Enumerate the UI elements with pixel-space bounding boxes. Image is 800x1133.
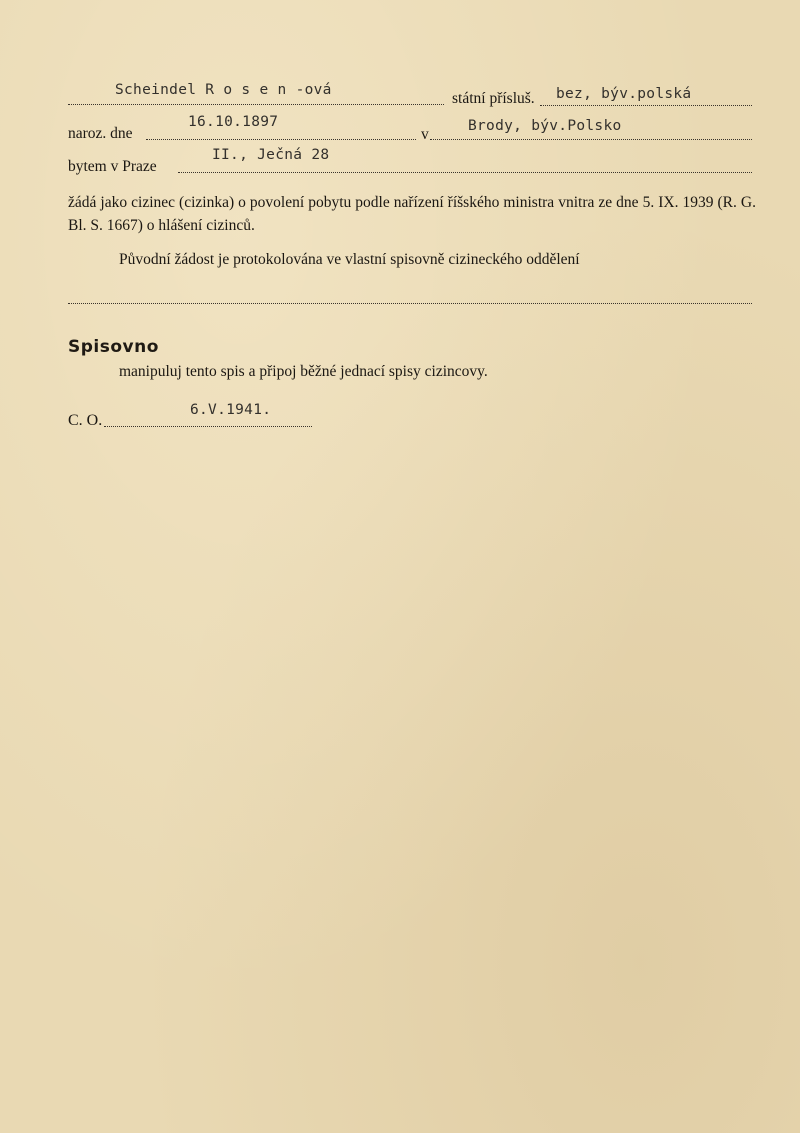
residence-value: II., Ječná 28 [212, 147, 330, 163]
born-place-underline [430, 139, 752, 140]
citizenship-underline [540, 105, 752, 106]
separator-line [68, 303, 752, 304]
registry-instruction: manipuluj tento spis a připoj běžné jednací spisy cizincovy. [119, 363, 488, 380]
name-underline [68, 104, 444, 105]
co-label: C. O. [68, 412, 103, 429]
citizenship-value: bez, býv.polská [556, 86, 692, 102]
born-label: naroz. dne [68, 125, 133, 142]
registry-date: 6.V.1941. [190, 402, 272, 418]
born-in-label: v [421, 126, 429, 143]
request-paragraph: žádá jako cizinec (cizinka) o povolení pobytu podle nařízení říšského ministra vnitra ze dne 5. IX. 1939 (R. G. Bl. S. 1667) o hlášení cizinců. [68, 194, 756, 234]
registry-heading: Spisovno [68, 337, 159, 357]
date-underline [104, 426, 312, 427]
born-place-value: Brody, býv.Polsko [468, 118, 622, 134]
applicant-name: Scheindel R o s e n -ová [115, 82, 332, 98]
residence-underline [178, 172, 752, 173]
residence-label: bytem v Praze [68, 158, 157, 175]
citizenship-label: státní přísluš. [452, 90, 535, 107]
original-note: Původní žádost je protokolována ve vlastní spisovně cizineckého oddělení [119, 251, 580, 268]
born-date-value: 16.10.1897 [188, 114, 279, 130]
born-date-underline [146, 139, 416, 140]
